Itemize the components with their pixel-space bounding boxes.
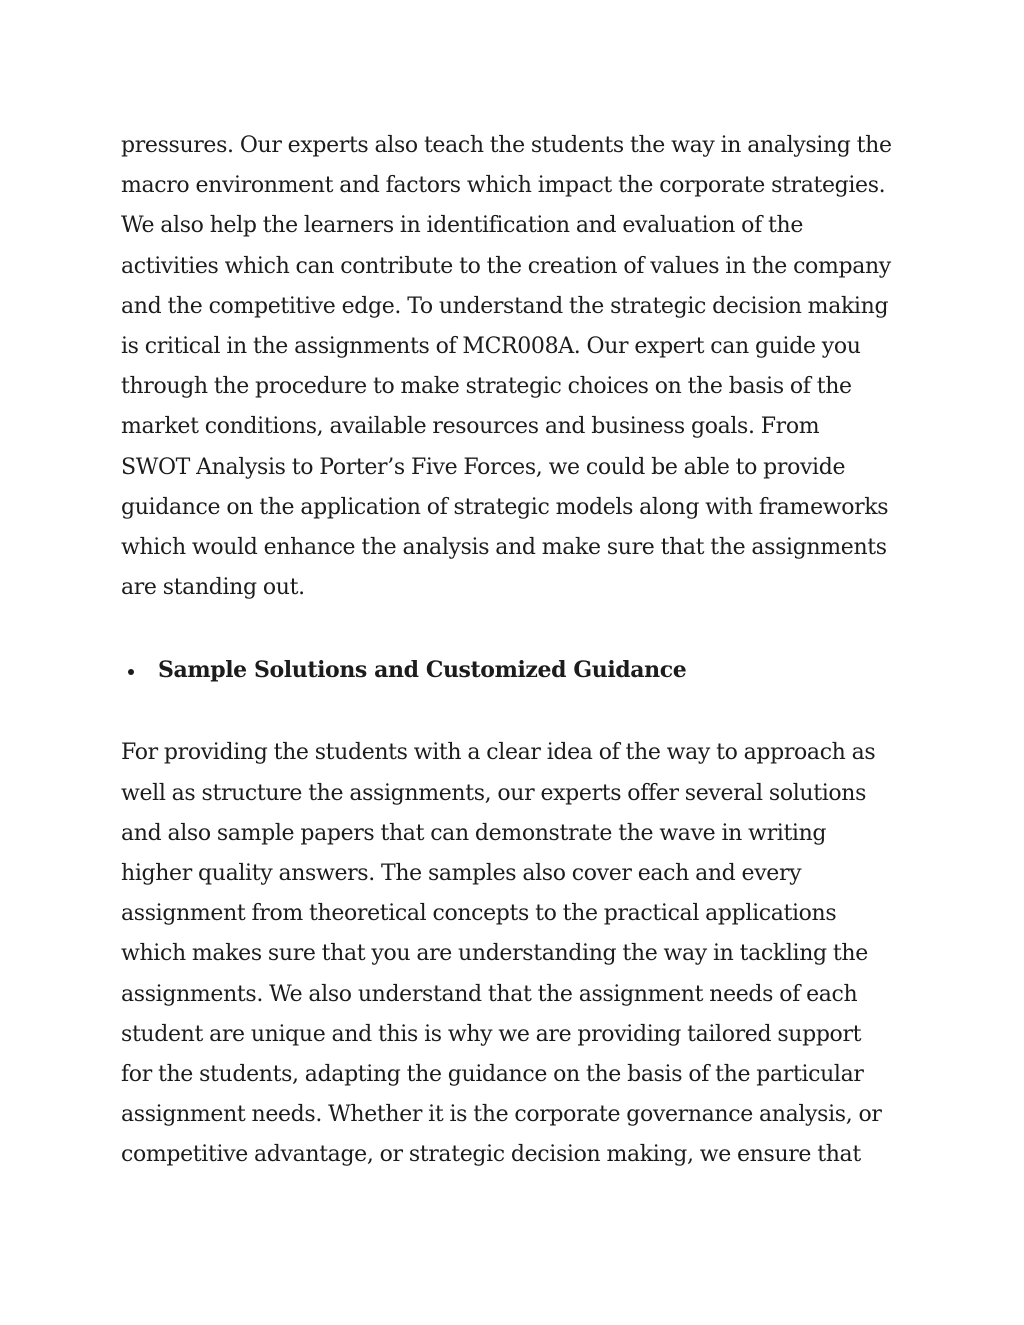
text-line: which would enhance the analysis and make sure that the assignments: [121, 535, 887, 561]
text-line: activities which can contribute to the creation of values in the company: [121, 253, 891, 279]
text-line: for the students, adapting the guidance on the basis of the particular: [121, 1062, 864, 1088]
text-line: are standing out.: [121, 575, 305, 601]
text-line: competitive advantage, or strategic decision making, we ensure that: [121, 1142, 861, 1168]
text-line: through the procedure to make strategic choices on the basis of the: [121, 374, 852, 400]
text-line: and also sample papers that can demonstrate the wave in writing: [121, 820, 827, 846]
paragraph-strategy-analysis: [121, 126, 911, 608]
bullet-icon: [128, 669, 134, 675]
text-line: SWOT Analysis to Porter’s Five Forces, we could be able to provide: [121, 454, 846, 480]
text-line: which makes sure that you are understanding the way in tackling the: [121, 941, 868, 967]
text-line: assignments. We also understand that the assignment needs of each: [121, 981, 858, 1007]
text-line: is critical in the assignments of MCR008A. Our expert can guide you: [121, 334, 861, 360]
text-line: pressures. Our experts also teach the students the way in analysing the: [121, 133, 892, 158]
text-line: market conditions, available resources and business goals. From: [121, 414, 820, 440]
text-line: macro environment and factors which impact the corporate strategies.: [121, 173, 886, 199]
text-line: assignment needs. Whether it is the corporate governance analysis, or: [121, 1102, 882, 1128]
text-line: guidance on the application of strategic models along with frameworks: [121, 494, 889, 520]
text-line: well as structure the assignments, our experts offer several solutions: [121, 780, 867, 806]
paragraph-sample-solutions: [121, 733, 911, 1175]
section-heading: Sample Solutions and Customized Guidance: [158, 657, 687, 684]
text-line: assignment from theoretical concepts to the practical applications: [121, 901, 837, 927]
bullet-list-item: [121, 650, 911, 690]
text-line: higher quality answers. The samples also cover each and every: [121, 861, 802, 887]
text-line: and the competitive edge. To understand the strategic decision making: [121, 293, 889, 319]
text-line: For providing the students with a clear idea of the way to approach as: [121, 740, 876, 766]
text-line: We also help the learners in identification and evaluation of the: [121, 213, 803, 239]
document-page: [121, 126, 911, 1176]
text-line: student are unique and this is why we are providing tailored support: [121, 1021, 862, 1047]
